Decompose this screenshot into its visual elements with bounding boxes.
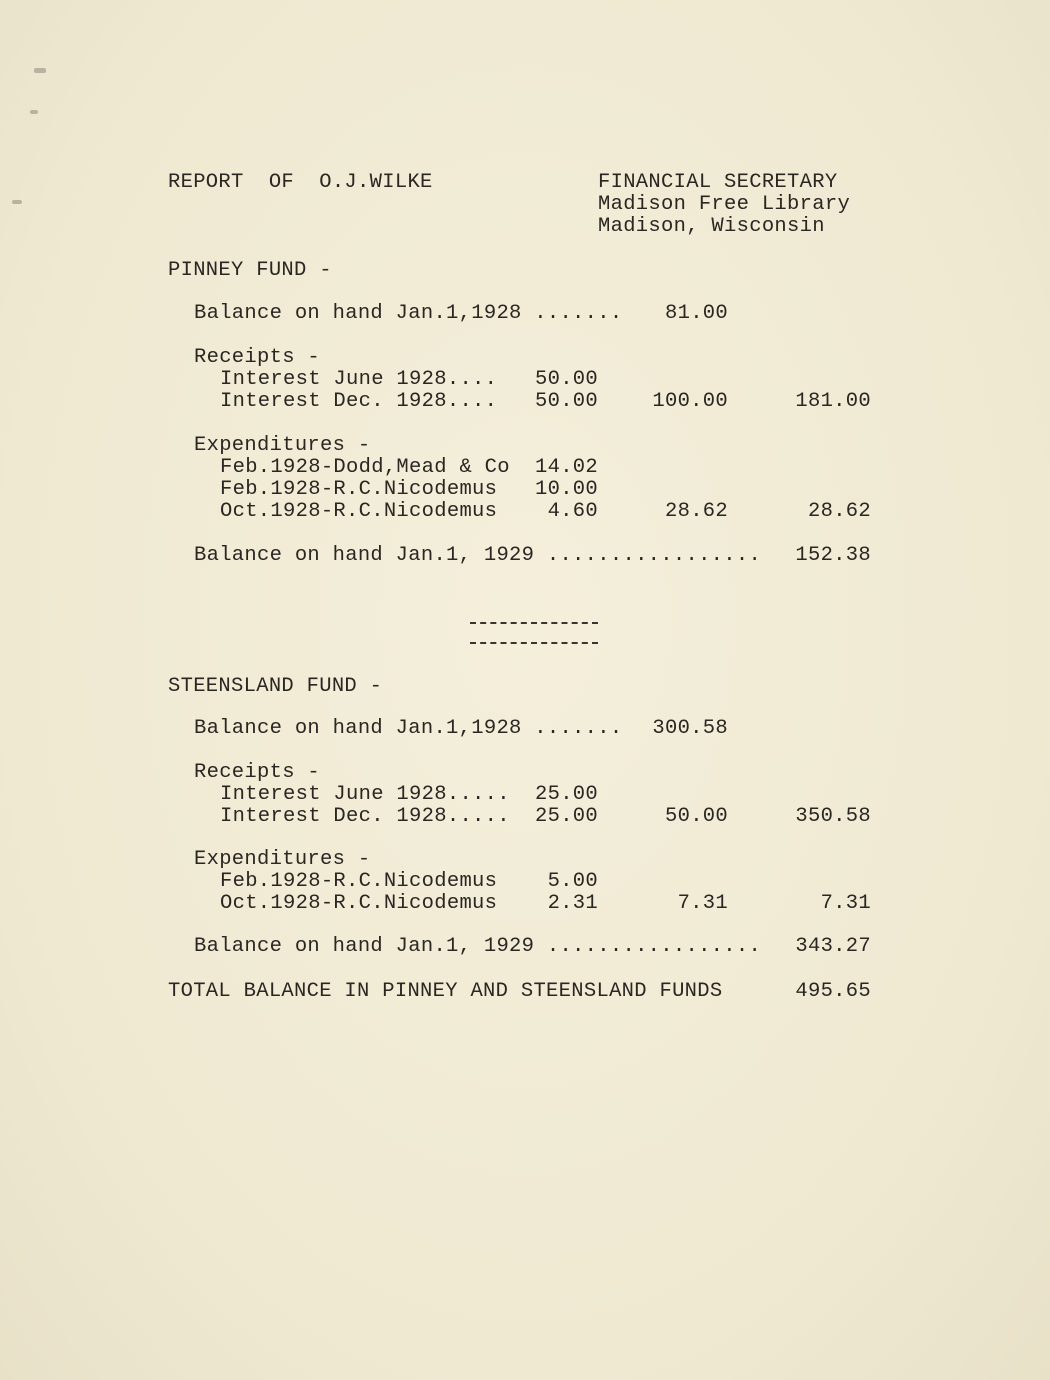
pinney-expenditures-total: 28.62 <box>664 500 728 523</box>
library-name: Madison Free Library <box>598 193 851 216</box>
pinney-heading: PINNEY FUND - <box>168 259 332 282</box>
steensland-receipts-total: 50.00 <box>664 805 728 828</box>
pinney-receipt-amount: 50.00 <box>534 368 598 391</box>
pinney-expenditures-running: 28.62 <box>807 500 871 523</box>
section-divider <box>470 642 598 644</box>
pinney-receipt-label: Interest June 1928.... <box>220 368 498 391</box>
report-title: FINANCIAL SECRETARY <box>598 171 838 194</box>
pinney-expenditure-label: Oct.1928-R.C.Nicodemus <box>220 500 498 523</box>
pinney-receipts-total: 100.00 <box>652 390 728 413</box>
pinney-expenditure-amount: 10.00 <box>534 478 598 501</box>
steensland-expenditures-label: Expenditures - <box>194 848 371 871</box>
steensland-balance-end-label: Balance on hand Jan.1, 1929 ................. <box>194 935 762 958</box>
pinney-balance-start-value: 81.00 <box>664 302 728 325</box>
steensland-receipts-running: 350.58 <box>795 805 871 828</box>
steensland-expenditure-amount: 5.00 <box>547 870 598 893</box>
pinney-expenditure-label: Feb.1928-Dodd,Mead & Co <box>220 456 510 479</box>
steensland-expenditure-label: Oct.1928-R.C.Nicodemus <box>220 892 498 915</box>
steensland-receipt-amount: 25.00 <box>534 783 598 806</box>
steensland-receipt-label: Interest June 1928..... <box>220 783 510 806</box>
steensland-balance-start-label: Balance on hand Jan.1,1928 ....... <box>194 717 623 740</box>
steensland-heading: STEENSLAND FUND - <box>168 675 383 698</box>
margin-mark <box>12 200 22 204</box>
total-balance-label: TOTAL BALANCE IN PINNEY AND STEENSLAND FUNDS <box>168 980 723 1003</box>
pinney-balance-end-label: Balance on hand Jan.1, 1929 ................. <box>194 544 762 567</box>
pinney-expenditure-amount: 14.02 <box>534 456 598 479</box>
steensland-receipts-label: Receipts - <box>194 761 321 784</box>
pinney-balance-end-value: 152.38 <box>795 544 871 567</box>
steensland-balance-end-value: 343.27 <box>795 935 871 958</box>
steensland-expenditure-label: Feb.1928-R.C.Nicodemus <box>220 870 498 893</box>
total-balance-value: 495.65 <box>795 980 871 1003</box>
pinney-balance-start-label: Balance on hand Jan.1,1928 ....... <box>194 302 623 325</box>
pinney-receipts-running: 181.00 <box>795 390 871 413</box>
steensland-expenditure-amount: 2.31 <box>547 892 598 915</box>
margin-mark <box>34 68 46 73</box>
steensland-balance-start-value: 300.58 <box>652 717 728 740</box>
pinney-expenditure-amount: 4.60 <box>547 500 598 523</box>
section-divider <box>470 622 598 624</box>
library-location: Madison, Wisconsin <box>598 215 825 238</box>
pinney-expenditures-label: Expenditures - <box>194 434 371 457</box>
steensland-expenditures-total: 7.31 <box>677 892 728 915</box>
steensland-expenditures-running: 7.31 <box>820 892 871 915</box>
pinney-receipts-label: Receipts - <box>194 346 321 369</box>
pinney-receipt-amount: 50.00 <box>534 390 598 413</box>
report-of: REPORT OF O.J.WILKE <box>168 171 433 194</box>
steensland-receipt-amount: 25.00 <box>534 805 598 828</box>
steensland-receipt-label: Interest Dec. 1928..... <box>220 805 510 828</box>
margin-mark <box>30 110 38 114</box>
pinney-receipt-label: Interest Dec. 1928.... <box>220 390 498 413</box>
pinney-expenditure-label: Feb.1928-R.C.Nicodemus <box>220 478 498 501</box>
